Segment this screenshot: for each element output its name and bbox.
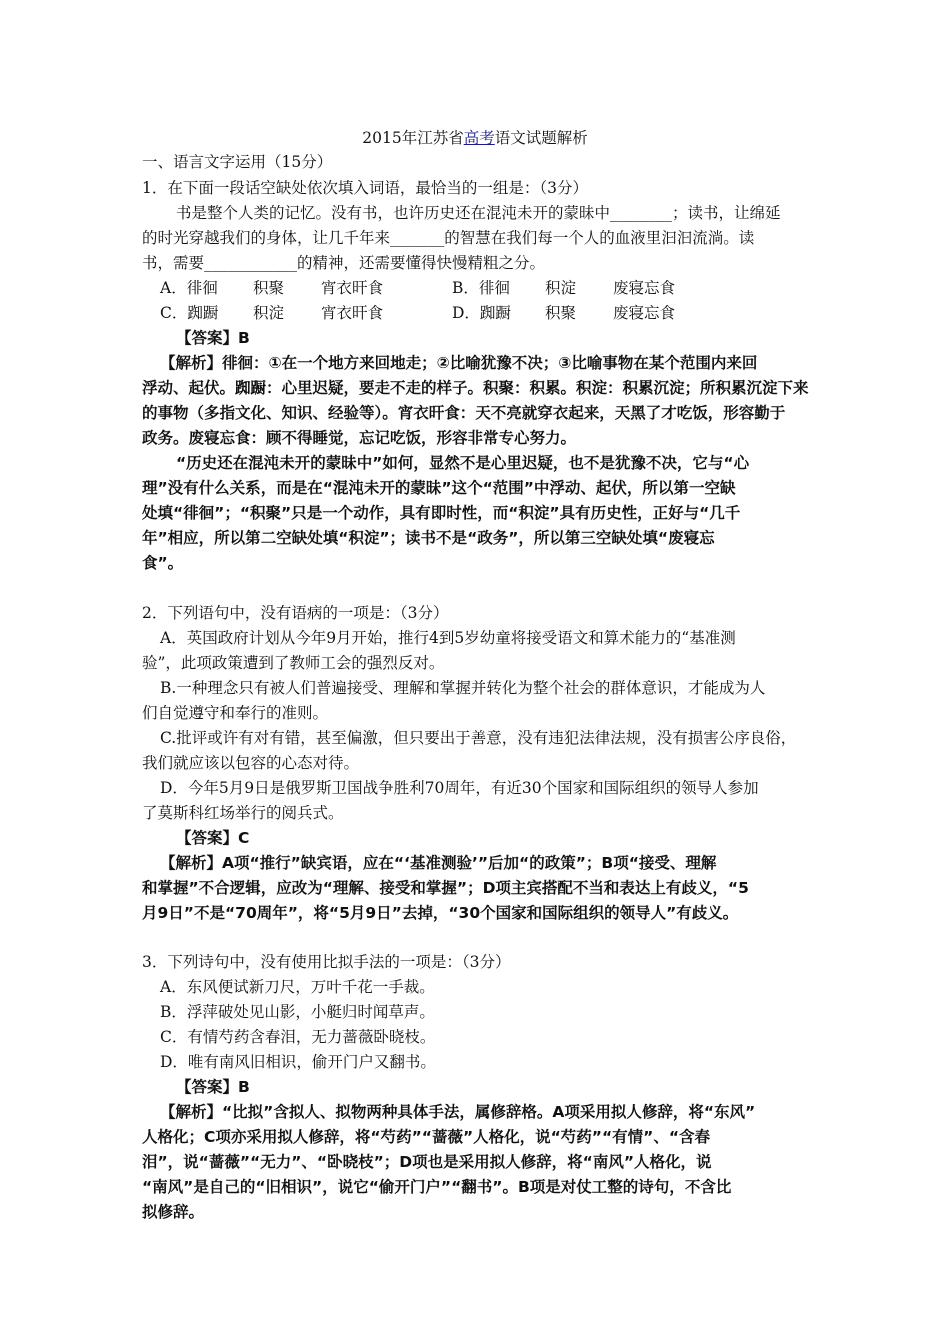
- q1-analysis-line: 浮动、起伏。踟蹰：心里迟疑，要走不走的样子。积聚：积累。积淀：积累沉淀；所积累沉淀下来: [142, 379, 809, 397]
- option-word: B．徘徊: [452, 279, 510, 297]
- page-title: [0, 127, 950, 149]
- q3-option-line: B．浮萍破处见山影，小艇归时闻草声。: [160, 1003, 435, 1021]
- option-word: C．踟蹰: [160, 304, 219, 322]
- q1-passage-line: 书是整个人类的记忆。没有书，也许历史还在混沌未开的蒙昧中________；读书，让绵延: [176, 204, 781, 222]
- q1-option-a: [160, 277, 383, 299]
- q1-passage-line: 的时光穿越我们的身体，让几千年来_______的智慧在我们每一个人的血液里汩汩流淌。读: [142, 229, 755, 247]
- q3-analysis-line: 拟修辞。: [142, 1203, 205, 1221]
- title-text: 2015年江苏省: [362, 129, 464, 147]
- q3-analysis-line: 泪”，说“蔷薇”“无力”、“卧晓枝”；D项也是采用拟人修辞，将“南风”人格化，说: [142, 1153, 712, 1171]
- question-1-stem: 1．在下面一段话空缺处依次填入词语，最恰当的一组是：（3分）: [142, 179, 588, 197]
- q2-analysis-line: 月9日”不是“70周年”，将“5月9日”去掉，“30个国家和国际组织的领导人”有歧义。: [142, 904, 739, 922]
- q2-answer: 【答案】C: [176, 829, 250, 847]
- q2-option-line: A．英国政府计划从今年9月开始，推行4到5岁幼童将接受语文和算术能力的“基准测: [160, 629, 736, 647]
- q1-analysis-line: 年”相应，所以第二空缺处填“积淀”；读书不是“政务”，所以第三空缺处填“废寝忘: [142, 529, 715, 547]
- q2-option-line: 了莫斯科红场举行的阅兵式。: [142, 804, 344, 822]
- q3-option-line: C．有情芍药含春泪，无力蔷薇卧晓枝。: [160, 1028, 436, 1046]
- option-word: 积淀: [545, 279, 577, 297]
- title-link[interactable]: 高考: [463, 129, 495, 147]
- q2-option-line: D．今年5月9日是俄罗斯卫国战争胜利70周年，有近30个国家和国际组织的领导人参加: [160, 779, 759, 797]
- q2-option-line: B.一种理念只有被人们普遍接受、理解和掌握并转化为整个社会的群体意识，才能成为人: [160, 679, 766, 697]
- q1-analysis-line: “历史还在混沌未开的蒙昧中”如何，显然不是心里迟疑，也不是犹豫不决，它与“心: [176, 454, 750, 472]
- title-text-end: 语文试题解析: [494, 129, 588, 147]
- option-word: 废寝忘食: [613, 279, 676, 297]
- q2-option-line: 们自觉遵守和奉行的准则。: [142, 704, 329, 722]
- q2-analysis-line: 和掌握”不合逻辑，应改为“理解、接受和掌握”；D项主宾搭配不当和表达上有歧义，“5: [142, 879, 749, 897]
- q1-analysis-line: 理”没有什么关系，而是在“混沌未开的蒙昧”这个“范围”中浮动、起伏，所以第一空缺: [142, 479, 736, 497]
- q3-analysis-line: 人格化；C项亦采用拟人修辞，将“芍药”“蔷薇”人格化，说“芍药”“有情”、“含春: [142, 1128, 711, 1146]
- q3-answer: 【答案】B: [176, 1078, 250, 1096]
- option-word: 宵衣旰食: [321, 279, 384, 297]
- option-word: 积聚: [545, 304, 577, 322]
- q1-answer: 【答案】B: [176, 329, 250, 347]
- q2-option-line: 我们就应该以包容的心态对待。: [142, 754, 360, 772]
- section-heading: 一、语言文字运用（15分）: [142, 153, 333, 171]
- q2-option-line: C.批评或许有对有错，甚至偏激，但只要出于善意，没有违犯法律法规，没有损害公序良俗，: [160, 729, 797, 747]
- q1-option-d: [452, 302, 675, 324]
- q3-option-line: A．东风便试新刀尺，万叶千花一手裁。: [160, 978, 435, 996]
- question-3-stem: 3．下列诗句中，没有使用比拟手法的一项是：（3分）: [142, 953, 511, 971]
- q1-option-c: [160, 302, 383, 324]
- q1-analysis-line: 食”。: [142, 554, 184, 572]
- q1-analysis-line: 政务。废寝忘食：顾不得睡觉，忘记吃饭，形容非常专心努力。: [142, 429, 577, 447]
- option-word: 宵衣旰食: [321, 304, 384, 322]
- option-word: 积聚: [253, 279, 285, 297]
- q3-analysis-line: 【解析】“比拟”含拟人、拟物两种具体手法，属修辞格。A项采用拟人修辞，将“东风”: [160, 1103, 756, 1121]
- q2-option-line: 验”，此项政策遭到了教师工会的强烈反对。: [142, 654, 445, 672]
- option-word: A．徘徊: [160, 279, 218, 297]
- q1-passage-line: 书，需要____________的精神，还需要懂得快慢精粗之分。: [142, 254, 546, 272]
- question-2-stem: 2．下列语句中，没有语病的一项是：（3分）: [142, 604, 449, 622]
- q1-analysis-line: 处填“徘徊”；“积聚”只是一个动作，具有即时性，而“积淀”具有历史性，正好与“几千: [142, 504, 741, 522]
- q3-option-line: D．唯有南风旧相识，偷开门户又翻书。: [160, 1053, 436, 1071]
- option-word: 积淀: [253, 304, 285, 322]
- q3-analysis-line: “南风”是自己的“旧相识”，说它“偷开门户”“翻书”。B项是对仗工整的诗句，不含比: [142, 1178, 732, 1196]
- option-word: D．踟蹰: [452, 304, 511, 322]
- q1-analysis-line: 【解析】徘徊：①在一个地方来回地走；②比喻犹豫不决；③比喻事物在某个范围内来回: [160, 354, 758, 372]
- option-word: 废寝忘食: [613, 304, 676, 322]
- q1-option-b: [452, 277, 675, 299]
- q2-analysis-line: 【解析】A项“推行”缺宾语，应在“‘基准测验’”后加“的政策”；B项“接受、理解: [160, 854, 717, 872]
- q1-analysis-line: 的事物（多指文化、知识、经验等）。宵衣旰食：天不亮就穿衣起来，天黑了才吃饭，形容勤于: [142, 404, 786, 422]
